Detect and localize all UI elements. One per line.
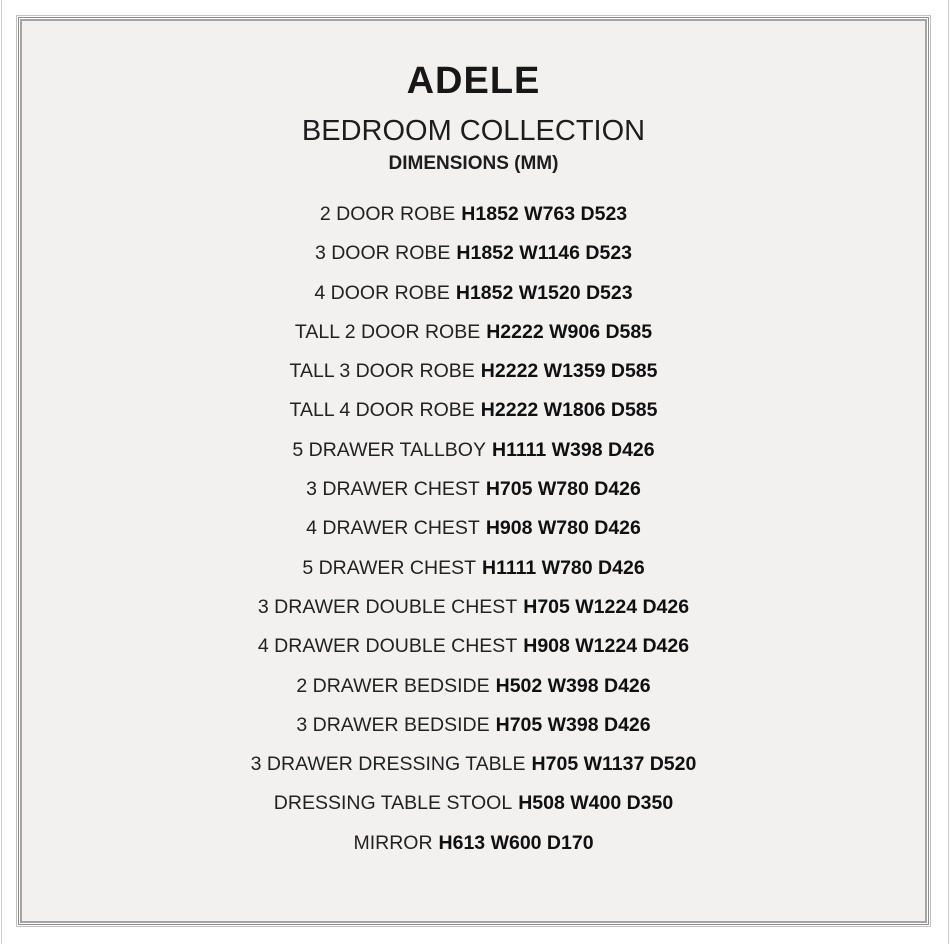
product-name: 4 DRAWER CHEST — [306, 517, 480, 540]
product-dimensions: H2222 W906 D585 — [486, 320, 653, 343]
product-dimensions: H908 W1224 D426 — [523, 635, 690, 658]
product-row — [22, 509, 925, 548]
product-dimensions: H705 W1137 D520 — [531, 753, 697, 776]
product-name: 2 DOOR ROBE — [319, 203, 456, 225]
product-name: 3 DRAWER DRESSING TABLE — [250, 753, 526, 776]
product-row — [22, 391, 925, 430]
product-row — [22, 274, 925, 313]
product-dimensions: H1852 W1520 D523 — [455, 281, 633, 304]
product-dimensions: H1852 W1146 D523 — [456, 242, 633, 265]
product-row — [22, 549, 925, 588]
product-row — [22, 706, 925, 745]
product-row — [22, 313, 925, 352]
product-dimensions: H502 W398 D426 — [495, 674, 651, 697]
product-name: MIRROR — [353, 831, 433, 854]
product-dimensions: H705 W1224 D426 — [523, 595, 690, 618]
product-name: 5 DRAWER TALLBOY — [292, 438, 486, 461]
product-dimensions: H2222 W1359 D585 — [480, 360, 658, 383]
product-row — [22, 627, 925, 666]
dimensions-units-note: DIMENSIONS (MM) — [388, 153, 559, 174]
product-row — [22, 784, 925, 823]
product-row — [22, 431, 925, 470]
product-row — [22, 667, 925, 706]
page-border-frame-inner — [18, 17, 929, 925]
dimension-sheet — [20, 19, 927, 923]
page-edge-line-left — [1, 0, 2, 944]
page-edge-line-right — [948, 0, 949, 944]
product-row — [22, 824, 925, 863]
collection-subtitle: BEDROOM COLLECTION — [301, 115, 646, 147]
product-row — [22, 745, 925, 784]
product-dimensions: H705 W398 D426 — [495, 713, 651, 736]
product-name: TALL 3 DOOR ROBE — [289, 360, 475, 383]
product-list — [22, 195, 925, 863]
product-row — [22, 352, 925, 391]
product-dimensions: H1852 W763 D523 — [461, 203, 628, 225]
product-dimensions: H908 W780 D426 — [485, 517, 641, 540]
product-name: 3 DRAWER BEDSIDE — [296, 713, 490, 736]
collection-title: ADELE — [406, 60, 541, 102]
product-name: DRESSING TABLE STOOL — [273, 792, 513, 815]
product-row — [22, 195, 925, 234]
product-dimensions: H508 W400 D350 — [518, 792, 674, 815]
product-dimensions: H1111 W780 D426 — [482, 556, 645, 579]
product-name: 5 DRAWER CHEST — [302, 556, 477, 579]
product-dimensions: H613 W600 D170 — [438, 831, 594, 854]
product-name: 3 DOOR ROBE — [314, 242, 451, 265]
product-dimensions: H705 W780 D426 — [485, 478, 641, 501]
page-border-frame — [16, 15, 931, 927]
product-row — [22, 234, 925, 273]
product-dimensions: H2222 W1806 D585 — [480, 399, 658, 422]
product-name: 2 DRAWER BEDSIDE — [296, 674, 490, 697]
product-row — [22, 588, 925, 627]
product-name: TALL 4 DOOR ROBE — [289, 399, 475, 422]
product-name: 3 DRAWER DOUBLE CHEST — [257, 595, 518, 618]
product-dimensions: H1111 W398 D426 — [491, 438, 655, 461]
product-name: 4 DOOR ROBE — [314, 281, 450, 304]
product-row — [22, 470, 925, 509]
product-name: TALL 2 DOOR ROBE — [294, 320, 481, 343]
product-name: 4 DRAWER DOUBLE CHEST — [257, 635, 518, 658]
product-name: 3 DRAWER CHEST — [306, 478, 480, 501]
